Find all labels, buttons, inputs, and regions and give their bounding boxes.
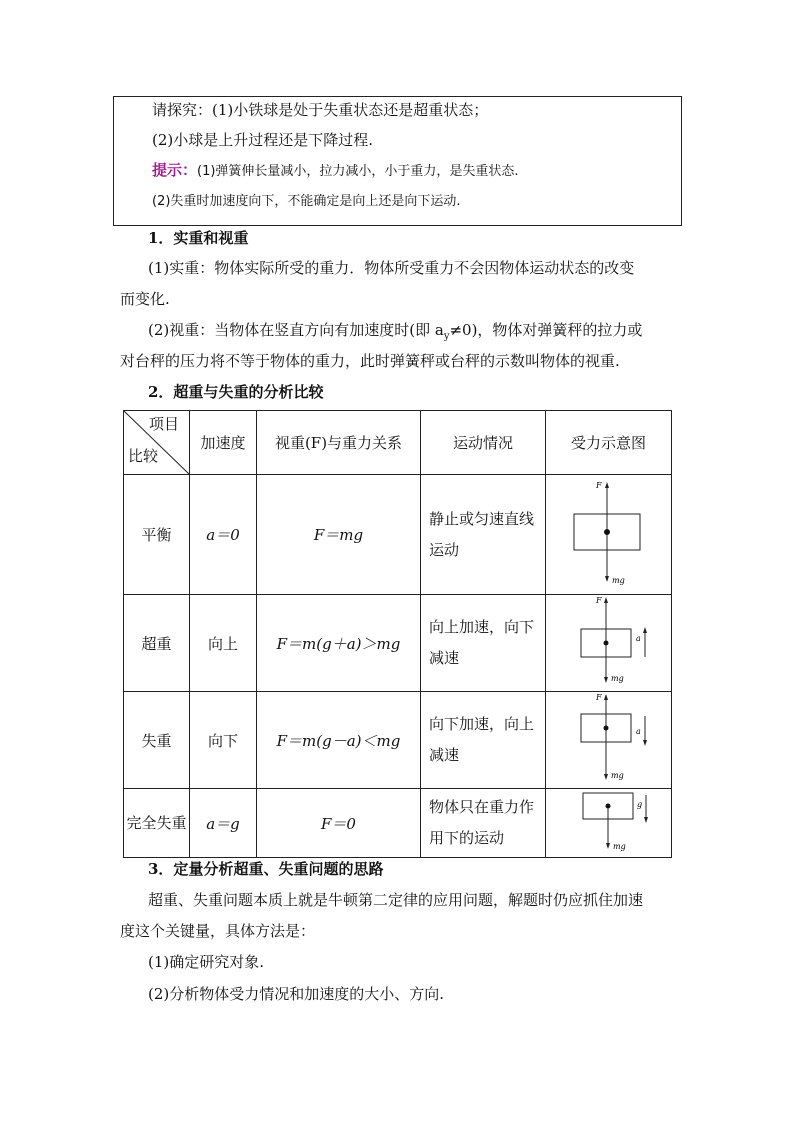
section2-heading: 2．超重与失重的分析比较: [148, 383, 324, 401]
section1-p1-line1: (1)实重：物体实际所受的重力．物体所受重力不会因物体运动状态的改变: [148, 259, 635, 277]
comparison-table: [123, 410, 672, 858]
force-diagram-balance: [554, 478, 664, 588]
header-relation: 视重(F)与重力关系: [257, 411, 421, 475]
label-F: F: [595, 596, 602, 605]
table-row: [124, 789, 672, 858]
header-motion: 运动情况: [421, 411, 546, 475]
label-g: g: [636, 800, 642, 809]
row-diagram: [546, 475, 672, 595]
header-diagram: 受力示意图: [546, 411, 672, 475]
row-accel: 向下: [190, 692, 257, 789]
label-mg: mg: [610, 674, 624, 683]
row-accel: a＝0: [190, 475, 257, 595]
row-name: 完全失重: [124, 789, 190, 858]
row-relation: F＝mg: [257, 475, 421, 595]
hint-line-1: [152, 161, 519, 181]
corner-top-label: 项目: [149, 415, 180, 433]
row-motion: 静止或匀速直线运动: [421, 475, 546, 595]
hint-label: 提示：: [152, 161, 198, 179]
row-relation: F＝m(g－a)＜mg: [257, 692, 421, 789]
label-mg: mg: [610, 771, 624, 780]
row-motion: 向下加速，向上减速: [421, 692, 546, 789]
row-diagram: [546, 595, 672, 692]
corner-bottom-label: 比较: [128, 447, 159, 465]
label-mg: mg: [612, 842, 626, 851]
section3-heading: 3．定量分析超重、失重问题的思路: [148, 860, 384, 878]
row-accel: 向上: [190, 595, 257, 692]
row-diagram: [546, 692, 672, 789]
section3-p1-line2: 度这个关键量，具体方法是：: [120, 922, 316, 940]
table-row: [124, 692, 672, 789]
corner-cell: [124, 411, 190, 475]
row-name: 超重: [124, 595, 190, 692]
label-F: F: [595, 480, 602, 490]
hint-text-1: (1)弹簧伸长量减小，拉力减小，小于重力，是失重状态.: [197, 164, 519, 179]
row-relation: F＝0: [257, 789, 421, 858]
force-diagram-weightless: [554, 789, 664, 853]
label-a: a: [635, 634, 641, 643]
subscript-y: y: [443, 331, 450, 342]
question-line-1: 请探究：(1)小铁球是处于失重状态还是超重状态；: [152, 101, 489, 119]
label-mg: mg: [611, 575, 625, 585]
section3-step1: (1)确定研究对象.: [148, 953, 265, 971]
section3-p1-line1: 超重、失重问题本质上就是牛顿第二定律的应用问题，解题时仍应抓住加速: [148, 891, 644, 909]
header-accel: 加速度: [190, 411, 257, 475]
question-box: [113, 96, 682, 226]
force-diagram-underweight: [554, 692, 664, 784]
question-line-2: (2)小球是上升过程还是下降过程.: [152, 131, 374, 149]
section3-step2: (2)分析物体受力情况和加速度的大小、方向.: [148, 985, 445, 1003]
section1-p2-text-a: (2)视重：当物体在竖直方向有加速度时(即 a: [148, 321, 444, 339]
section1-p2-line1: [148, 321, 642, 346]
table-row: [124, 595, 672, 692]
row-motion: 向上加速，向下减速: [421, 595, 546, 692]
table-row: [124, 475, 672, 595]
row-relation: F＝m(g＋a)＞mg: [257, 595, 421, 692]
section1-p1-line2: 而变化.: [120, 290, 170, 308]
section1-p2-text-b: ≠0)，物体对弹簧秤的拉力或: [449, 321, 643, 339]
section1-heading: 1．实重和视重: [148, 229, 249, 247]
row-name: 平衡: [124, 475, 190, 595]
row-accel: a＝g: [190, 789, 257, 858]
hint-line-2: (2)失重时加速度向下，不能确定是向上还是向下运动.: [152, 194, 461, 209]
section1-p2-line2: 对台秤的压力将不等于物体的重力，此时弹簧秤或台秤的示数叫物体的视重.: [120, 352, 620, 370]
force-diagram-overweight: [554, 595, 664, 687]
row-name: 失重: [124, 692, 190, 789]
row-motion: 物体只在重力作用下的运动: [421, 789, 546, 858]
row-diagram: [546, 789, 672, 858]
label-a: a: [635, 727, 641, 736]
label-F: F: [595, 693, 602, 702]
table-header-row: [124, 411, 672, 475]
